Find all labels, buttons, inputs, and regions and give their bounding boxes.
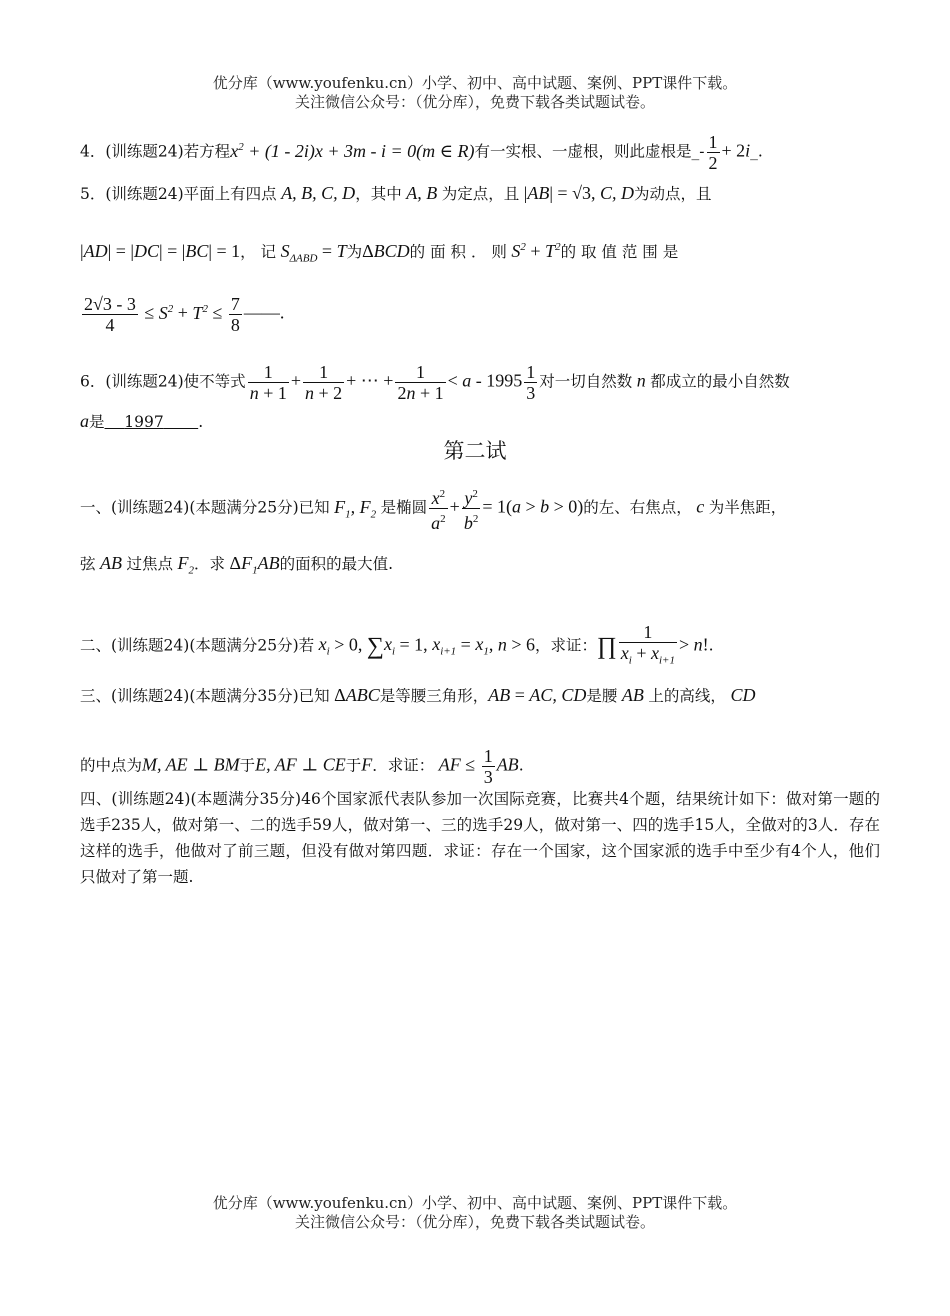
p3-text-3: 上的高线， [648, 687, 726, 705]
problem-4: 四、(训练题24)(本题满分35分)46个国家派代表队参加一次国际竞赛，比赛共4个题，结果统计如下：做对第一题的选手235人，做对第一、二的选手59人，做对第一、三的选手29人，做对第一、四的选手15人，全做对的3人．存在这样的选手，他做对了前三题，但没有做对第四题．求证：存在一个国家，这个国家派的选手中至少有4个人，他们只做对了第一题. [80, 790, 880, 886]
q6-term-1: $\frac{1}{n + 1}$ [249, 362, 287, 403]
q6-mid: 对一切自然数 [539, 372, 633, 391]
p2-text-1: ，求证： [534, 636, 597, 655]
q6-term-2: $\frac{1}{n + 2}$ [305, 362, 343, 403]
page-header [0, 74, 950, 112]
section-title: 第二试 [443, 439, 507, 463]
q4-blank: _- [691, 142, 705, 161]
page-footer [0, 1194, 950, 1232]
q4-fraction: $\frac{1}{2}$ [708, 132, 718, 173]
problem-1-line-2: 弦 AB 过焦点 $F_2$．求 $\Delta F_1AB$的面积的最大值. [80, 553, 394, 577]
q5-text-1: ，其中 [355, 185, 402, 203]
q5-lower-bound: $\frac{2√3 - 3}{4}$ [84, 294, 136, 335]
p1-line2a: 弦 [80, 555, 96, 573]
problem-1-line-1: 一、(训练题24)(本题满分25分)已知 $F_1$, $F_2$ 是椭圆 $\frac{x^2}{a^2}$ + $\frac{y^2}{b^2}$ = 1(a > b > 0)的左、右焦点， c 为半焦距， [80, 484, 880, 533]
p3-line2b: 于 [239, 756, 256, 775]
q5-text-2: 为定点，且 [441, 185, 520, 203]
q6-line2b: . [198, 413, 204, 431]
q5-text-4: ， 记 [240, 243, 277, 261]
q6-line2a: 是 [89, 413, 105, 431]
p1-text-2: 的左、右焦点， [583, 498, 692, 517]
p2-product-term: $\frac{1}{x_i + x_{i+1}}$ [620, 622, 675, 667]
p1-y-term: $\frac{y^2}{b^2}$ [462, 484, 481, 533]
q5-upper-bound: $\frac{7}{8}$ [230, 294, 240, 335]
q6-end: 都成立的最小自然数 [650, 372, 790, 391]
q5-text-7: 的 取 值 范 围 是 [560, 243, 679, 261]
question-5-line-1: 5．(训练题24)平面上有四点 A, B, C, D，其中 A, B 为定点，且 |AB| = √3, C, D为动点，且 [80, 183, 712, 203]
q4-end: _. [750, 142, 763, 161]
p2-prefix: 二、(训练题24)(本题满分25分)若 [80, 636, 315, 655]
header-line-1: 优分库（www.youfenku.cn）小学、初中、高中试题、案例、PPT课件下载。 [212, 74, 738, 92]
p1-line2b: 过焦点 [126, 555, 174, 573]
p3-line2c: 于 [345, 756, 362, 775]
q4-mid: 有一实根、一虚根，则此虚根是 [474, 142, 692, 161]
p3-line2e: . [518, 756, 524, 775]
p3-text-1: 是等腰三角形， [379, 687, 489, 705]
q6-answer-value: 1997 [124, 413, 164, 431]
p1-text-3: 为半焦距， [708, 498, 787, 517]
problem-3-line-2: 的中点为M, AE ⊥ BM于E, AF ⊥ CE于F．求证： AF ≤ $\frac{1}{3}$ AB. [80, 746, 524, 787]
q4-equation: $x^2 + (1 - 2i)x + 3m - i = 0(m$ ∈ R) [230, 140, 475, 161]
question-6-line-2: a是 1997 . [80, 411, 204, 431]
p1-text-1: 是椭圆 [380, 498, 428, 517]
p1-x-term: $\frac{x^2}{a^2}$ [429, 484, 448, 533]
q5-text-3: 为动点，且 [633, 185, 712, 203]
footer-line-2: 关注微信公众号：（优分库），免费下载各类试题试卷。 [294, 1213, 655, 1231]
p3-text-2: 是腰 [586, 687, 618, 705]
question-5-answer: $\frac{2√3 - 3}{4}$ ≤ $S^2 + T^2$ ≤ $\frac{7}{8}$ ——. [84, 294, 285, 335]
q4-prefix: 4．(训练题24)若方程 [80, 142, 231, 161]
problem-3-line-1: 三、(训练题24)(本题满分35分)已知 ΔABC是等腰三角形，AB = AC, CD是腰 AB 上的高线， CD [80, 685, 756, 705]
header-line-2: 关注微信公众号：（优分库），免费下载各类试题试卷。 [294, 93, 655, 111]
p1-line2c: ．求 [194, 555, 226, 573]
q5-text-6: 的 面 积 ． 则 [409, 243, 507, 261]
q6-term-n: $\frac{1}{2n + 1}$ [397, 362, 444, 403]
p1-prefix: 一、(训练题24)(本题满分25分)已知 [80, 498, 330, 517]
question-4: 4．(训练题24)若方程$x^2 + (1 - 2i)x + 3m - i = 0(m$ ∈ R)有一实根、一虚根，则此虚根是_- $\frac{1}{2}$ + 2i_. [80, 132, 763, 173]
p2-end: . [708, 636, 714, 655]
p3-fraction: $\frac{1}{3}$ [483, 746, 493, 787]
q5-text-5: 为 [346, 243, 363, 261]
question-5-line-2: |AD| = |DC| = |BC| = 1， 记 $S_{\Delta ABD} = T$为ΔBCD的 面 积 ． 则 $S^2 + T^2$的 取 值 范 围 是 [80, 241, 679, 265]
p3-prefix: 三、(训练题24)(本题满分35分)已知 [80, 687, 330, 705]
q5-prefix: 5．(训练题24)平面上有四点 [80, 185, 277, 203]
question-6-line-1: 6．(训练题24)使不等式 $\frac{1}{n + 1}$ + $\frac{1}{n + 2}$ + ⋯ + $\frac{1}{2n + 1}$ < a - 1995 $\frac{1}{3}$ 对一切自然数 n 都成立的最小自然数 [80, 362, 790, 403]
p3-line2a: 的中点为 [80, 756, 143, 775]
problem-2: 二、(训练题24)(本题满分25分)若 $x_i > 0$, $\sum x_i = 1$, $x_{i+1} = x_1$, n > 6，求证：∏ $\frac{1}{x_i + x_{i+1}}$ > n!. [80, 622, 880, 671]
q6-mixed-fraction: $\frac{1}{3}$ [526, 362, 536, 403]
q6-answer [105, 413, 199, 431]
p1-line2d: 的面积的最大值. [279, 555, 394, 573]
footer-line-1: 优分库（www.youfenku.cn）小学、初中、高中试题、案例、PPT课件下载。 [212, 1194, 738, 1212]
p3-line2d: ．求证： [372, 756, 435, 775]
q6-prefix: 6．(训练题24)使不等式 [80, 372, 246, 391]
